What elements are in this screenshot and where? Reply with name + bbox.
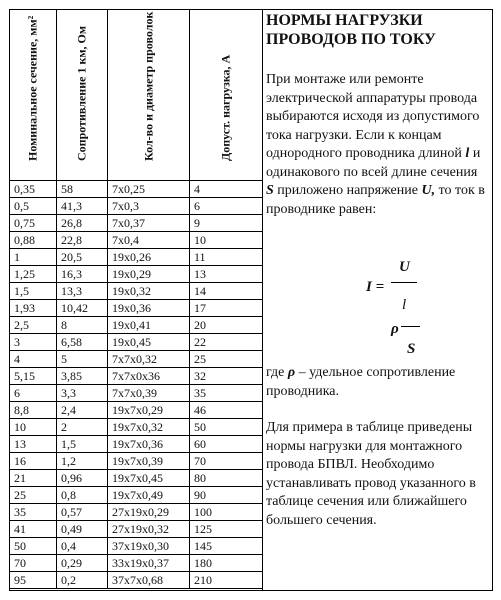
cell-resistance: 2 [57, 419, 108, 436]
table-row [10, 300, 263, 317]
cell-cross-section: 70 [10, 555, 57, 572]
table-row [10, 198, 263, 215]
var-voltage: U, [421, 183, 436, 198]
intro-paragraph [266, 71, 488, 219]
cell-resistance: 0,96 [57, 470, 108, 487]
header-wires-label: Кол-во и диаметр проволок [141, 11, 155, 161]
note-rest: – удельное сопротивление проводника. [266, 365, 456, 399]
cell-resistance: 22,8 [57, 232, 108, 249]
cell-wires: 19x7x0,39 [108, 453, 190, 470]
cell-current-load: 210 [190, 572, 263, 589]
cell-cross-section: 0,75 [10, 215, 57, 232]
cell-current-load: 100 [190, 504, 263, 521]
table-row [10, 334, 263, 351]
note-prefix: где [266, 365, 288, 380]
cell-current-load: 60 [190, 436, 263, 453]
formula-resistivity: ρ [391, 321, 399, 337]
cell-wires: 19x0,32 [108, 283, 190, 300]
cell-resistance: 41,3 [57, 198, 108, 215]
cell-wires: 19x0,26 [108, 249, 190, 266]
cell-wires: 33x19x0,37 [108, 555, 190, 572]
table-row [10, 487, 263, 504]
cell-resistance: 1,5 [57, 436, 108, 453]
cell-wires: 7x7x0,32 [108, 351, 190, 368]
intro-text-1: При монтаже или ремонте электрической аппаратуры провода выбираются исходя из допустимого тока нагрузки. Если к концам однородного проводника длиной [266, 72, 480, 161]
cell-current-load: 6 [190, 198, 263, 215]
cell-wires: 19x0,36 [108, 300, 190, 317]
cell-current-load: 46 [190, 402, 263, 419]
cell-current-load: 35 [190, 385, 263, 402]
cell-resistance: 20,5 [57, 249, 108, 266]
cell-cross-section: 50 [10, 538, 57, 555]
table-header-row [10, 10, 263, 181]
table-row [10, 368, 263, 385]
table-body [10, 181, 263, 589]
formula-voltage: U [399, 259, 410, 275]
cell-resistance: 8 [57, 317, 108, 334]
cell-wires: 19x0,29 [108, 266, 190, 283]
table-row [10, 283, 263, 300]
cell-current-load: 13 [190, 266, 263, 283]
header-current-load-label: Допуст. нагрузка, А [218, 54, 233, 161]
page-title: НОРМЫ НАГРУЗКИ ПРОВОДОВ ПО ТОКУ [266, 12, 436, 48]
cell-resistance: 3,85 [57, 368, 108, 385]
cell-current-load: 32 [190, 368, 263, 385]
cell-cross-section: 25 [10, 487, 57, 504]
cell-cross-section: 8,8 [10, 402, 57, 419]
table-row [10, 402, 263, 419]
cell-resistance: 2,4 [57, 402, 108, 419]
cell-current-load: 20 [190, 317, 263, 334]
cell-current-load: 22 [190, 334, 263, 351]
table-row [10, 232, 263, 249]
cell-wires: 7x0,25 [108, 181, 190, 198]
header-current-load [190, 10, 263, 181]
cell-current-load: 11 [190, 249, 263, 266]
cell-current-load: 125 [190, 521, 263, 538]
formula-fraction-bar-2 [401, 326, 420, 327]
cell-wires: 19x0,45 [108, 334, 190, 351]
table-row [10, 385, 263, 402]
table-row [10, 453, 263, 470]
header-resistance [57, 10, 108, 181]
table-row [10, 351, 263, 368]
cell-cross-section: 35 [10, 504, 57, 521]
current-formula [263, 259, 491, 367]
header-wires [108, 10, 190, 181]
cell-resistance: 10,42 [57, 300, 108, 317]
table-row [10, 249, 263, 266]
table-row [10, 436, 263, 453]
cell-wires: 19x7x0,29 [108, 402, 190, 419]
cell-current-load: 80 [190, 470, 263, 487]
cell-wires: 7x0,37 [108, 215, 190, 232]
formula-section: S [407, 341, 416, 357]
cell-cross-section: 3 [10, 334, 57, 351]
cell-cross-section: 6 [10, 385, 57, 402]
cell-resistance: 3,3 [57, 385, 108, 402]
norms-table [9, 9, 263, 589]
cell-resistance: 6,58 [57, 334, 108, 351]
table-row [10, 504, 263, 521]
description-panel [263, 9, 491, 591]
cell-resistance: 58 [57, 181, 108, 198]
cell-resistance: 26,8 [57, 215, 108, 232]
cell-cross-section: 0,35 [10, 181, 57, 198]
var-length: l [465, 146, 470, 161]
cell-current-load: 70 [190, 453, 263, 470]
var-section: S [266, 183, 274, 198]
cell-current-load: 4 [190, 181, 263, 198]
table-row [10, 538, 263, 555]
cell-current-load: 180 [190, 555, 263, 572]
cell-cross-section: 95 [10, 572, 57, 589]
cell-cross-section: 5,15 [10, 368, 57, 385]
intro-text-2: и одинакового по всей длине сечения [266, 146, 481, 180]
cell-resistance: 0,4 [57, 538, 108, 555]
cell-wires: 19x7x0,49 [108, 487, 190, 504]
table-row [10, 266, 263, 283]
cell-wires: 19x7x0,45 [108, 470, 190, 487]
table-row [10, 215, 263, 232]
example-paragraph: Для примера в таблице приведены нормы нагрузки для монтажного провода БПВЛ. Необходимо устанавливать провод указанного в таблице сечения или ближайшего большего сечения. [266, 420, 476, 528]
table-row [10, 521, 263, 538]
cell-wires: 7x0,3 [108, 198, 190, 215]
table-row [10, 419, 263, 436]
cell-current-load: 10 [190, 232, 263, 249]
cell-resistance: 1,2 [57, 453, 108, 470]
table-row [10, 470, 263, 487]
cell-cross-section: 16 [10, 453, 57, 470]
cell-resistance: 0,8 [57, 487, 108, 504]
cell-current-load: 9 [190, 215, 263, 232]
cell-cross-section: 0,5 [10, 198, 57, 215]
cell-current-load: 17 [190, 300, 263, 317]
table-row [10, 572, 263, 589]
cell-cross-section: 41 [10, 521, 57, 538]
cell-cross-section: 13 [10, 436, 57, 453]
table-row [10, 555, 263, 572]
cell-wires: 27x19x0,29 [108, 504, 190, 521]
cell-cross-section: 2,5 [10, 317, 57, 334]
intro-text-4: то ток в проводнике равен: [266, 183, 485, 217]
cell-cross-section: 10 [10, 419, 57, 436]
table-row [10, 317, 263, 334]
intro-text-3: приложено напряжение [273, 183, 422, 198]
cell-wires: 19x0,41 [108, 317, 190, 334]
cell-resistance: 0,2 [57, 572, 108, 589]
formula-length: l [402, 297, 407, 313]
cell-current-load: 50 [190, 419, 263, 436]
header-resistance-label: Сопротивление 1 км, Ом [74, 25, 89, 161]
cell-resistance: 5 [57, 351, 108, 368]
table-row [10, 181, 263, 198]
cell-resistance: 0,29 [57, 555, 108, 572]
cell-cross-section: 1 [10, 249, 57, 266]
cell-wires: 7x0,4 [108, 232, 190, 249]
resistivity-note [266, 364, 488, 401]
cell-wires: 7x7x0,39 [108, 385, 190, 402]
cell-resistance: 16,3 [57, 266, 108, 283]
cell-current-load: 145 [190, 538, 263, 555]
cell-cross-section: 4 [10, 351, 57, 368]
header-cross-section-label: Номинальное сечение, мм² [25, 15, 40, 161]
cell-cross-section: 1,93 [10, 300, 57, 317]
cell-wires: 37x19x0,30 [108, 538, 190, 555]
cell-wires: 7x7x0x36 [108, 368, 190, 385]
formula-current: I = [366, 279, 385, 295]
header-cross-section [10, 10, 57, 181]
cell-current-load: 25 [190, 351, 263, 368]
cell-cross-section: 1,5 [10, 283, 57, 300]
cell-resistance: 0,49 [57, 521, 108, 538]
cell-cross-section: 21 [10, 470, 57, 487]
cell-current-load: 14 [190, 283, 263, 300]
cell-resistance: 0,57 [57, 504, 108, 521]
cell-cross-section: 0,88 [10, 232, 57, 249]
note-rho: ρ [287, 365, 296, 380]
cell-resistance: 13,3 [57, 283, 108, 300]
cell-current-load: 90 [190, 487, 263, 504]
cell-wires: 37x7x0,68 [108, 572, 190, 589]
formula-fraction-bar [391, 282, 417, 283]
cell-cross-section: 1,25 [10, 266, 57, 283]
cell-wires: 19x7x0,36 [108, 436, 190, 453]
cell-wires: 19x7x0,32 [108, 419, 190, 436]
cell-wires: 27x19x0,32 [108, 521, 190, 538]
